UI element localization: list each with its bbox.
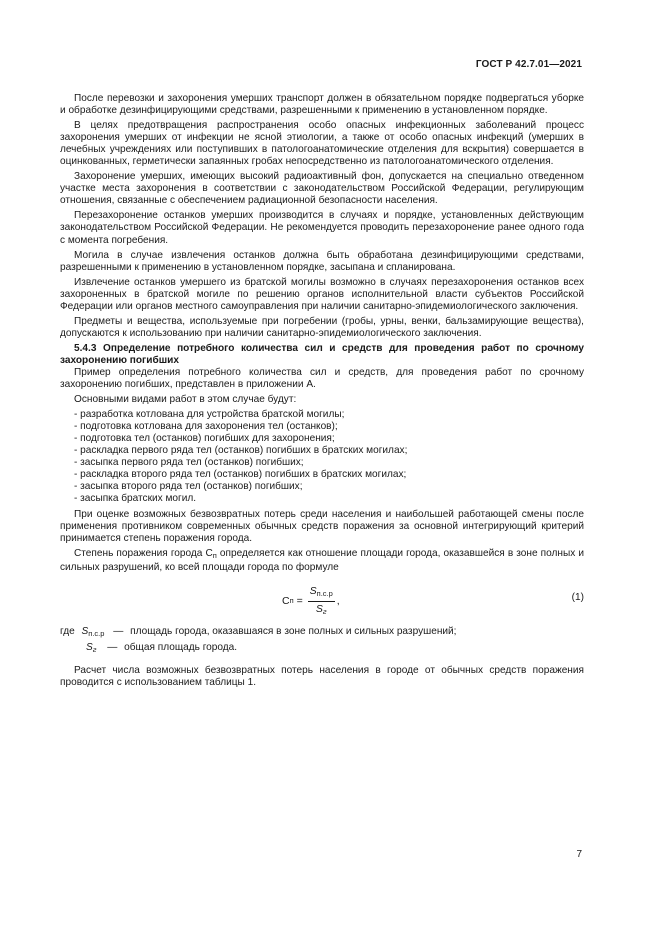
paragraph: Основными видами работ в этом случае будут: bbox=[74, 394, 297, 406]
paragraph: Захоронение умерших, имеющих высокий радиоактивный фон, допускается на специально отведенном участке места захоронения в соответствии с законодательством Российской Федерации, регулирующим отношения, связанные с обеспечением радиационной безопасности населения. bbox=[60, 171, 584, 207]
paragraph: После перевозки и захоронения умерших транспорт должен в обязательном порядке подвергаться уборке и обработке дезинфицирующими средствами, разрешенными к применению в установленном порядке. bbox=[60, 93, 584, 117]
list-item: - засыпка второго ряда тел (останков) погибших; bbox=[74, 481, 303, 493]
section-heading: 5.4.3 Определение потребного количества сил и средств для проведения работ по срочному захоронению погибших bbox=[60, 342, 584, 366]
document-body bbox=[60, 93, 584, 692]
formula-number: (1) bbox=[571, 591, 584, 603]
list-item: - подготовка котлована для захоронения тел (останков); bbox=[74, 421, 338, 433]
paragraph: Могила в случае извлечения останков должна быть обработана дезинфицирующими средствами, разрешенными к применению в установленном порядке, засыпана и спланирована. bbox=[60, 249, 584, 273]
list-item: - разработка котлована для устройства братской могилы; bbox=[74, 409, 345, 421]
list-item: - раскладка второго ряда тел (останков) погибших в братских могилах; bbox=[74, 469, 407, 481]
list-item: - подготовка тел (останков) погибших для захоронения; bbox=[74, 433, 335, 445]
paragraph: В целях предотвращения распространения особо опасных инфекционных заболеваний процесс захоронения умерших от инфекции не ясной этиологии, а также от особо опасных инфекций (умерших в лечебных учреждениях или поступивших в патологоанатомические отделения для вскрытия) совершается в оцинкованных, герметически запаянных гробах непосредственно из патологоанатомического отделения. bbox=[60, 120, 584, 168]
work-list bbox=[60, 409, 584, 505]
formula-1 bbox=[60, 580, 584, 616]
paragraphs-mid bbox=[60, 367, 584, 406]
degree-paragraph: Степень поражения города $С_п$ определяется как отношение площади города, оказавшейся в зоне полных и сильных разрушений, ко всей площади города по формуле bbox=[60, 547, 584, 573]
formula-fraction: $\frac{S_{п.с.р}}{S_г}$ bbox=[309, 584, 333, 616]
list-item: - засыпка первого ряда тел (останков) погибших; bbox=[74, 457, 304, 469]
list-item: - раскладка первого ряда тел (останков) погибших в братских могилах; bbox=[74, 445, 408, 457]
paragraph: Перезахоронение останков умерших производится в случаях и порядке, установленных действующим законодательством Российской Федерации. Не рекомендуется проводить перезахоронение ранее одного года с момента погребения. bbox=[60, 210, 584, 246]
paragraphs-bottom bbox=[60, 665, 584, 689]
list-item: - засыпка братских могил. bbox=[74, 493, 197, 505]
paragraphs-top bbox=[60, 93, 584, 340]
formula-expression: С п = $\frac{S_{п.с.р}}{S_г}$ , bbox=[282, 585, 340, 618]
document-code: ГОСТ Р 42.7.01—2021 bbox=[475, 59, 582, 70]
where-item-1: где $S_{п.с.р}$ — площадь города, оказавшаяся в зоне полных и сильных разрушений; bbox=[60, 625, 457, 638]
where-item-2: $S_г$ — общая площадь города. bbox=[86, 641, 238, 654]
paragraph: Извлечение останков умершего из братской могилы возможно в случаях перезахоронения останков всех захороненных в братской могиле по решению органов исполнительной власти субъектов Российской Федерации или органов местного самоуправления при наличии санитарно-эпидемиологического заключения. bbox=[60, 276, 584, 312]
paragraph: Расчет числа возможных безвозвратных потерь населения в городе от обычных средств поражения проводится с использованием таблицы 1. bbox=[60, 664, 584, 688]
paragraph: Пример определения потребного количества сил и средств, для проведения работ по срочному захоронению погибших, представлен в приложении А. bbox=[60, 366, 584, 391]
paragraph: Предметы и вещества, используемые при погребении (гробы, урны, венки, бальзамирующие вещества), допускаются к использованию при наличии санитарно-эпидемиологического заключения. bbox=[60, 315, 584, 339]
where-block bbox=[60, 626, 584, 660]
paragraph: При оценке возможных безвозвратных потерь среди населения и наибольшей работающей смены после применения противником современных обычных средств поражения за основной интегрирующий критерий принимается степень поражения города. bbox=[60, 508, 584, 544]
paragraphs-after-list bbox=[60, 509, 584, 545]
page-number: 7 bbox=[576, 849, 582, 860]
